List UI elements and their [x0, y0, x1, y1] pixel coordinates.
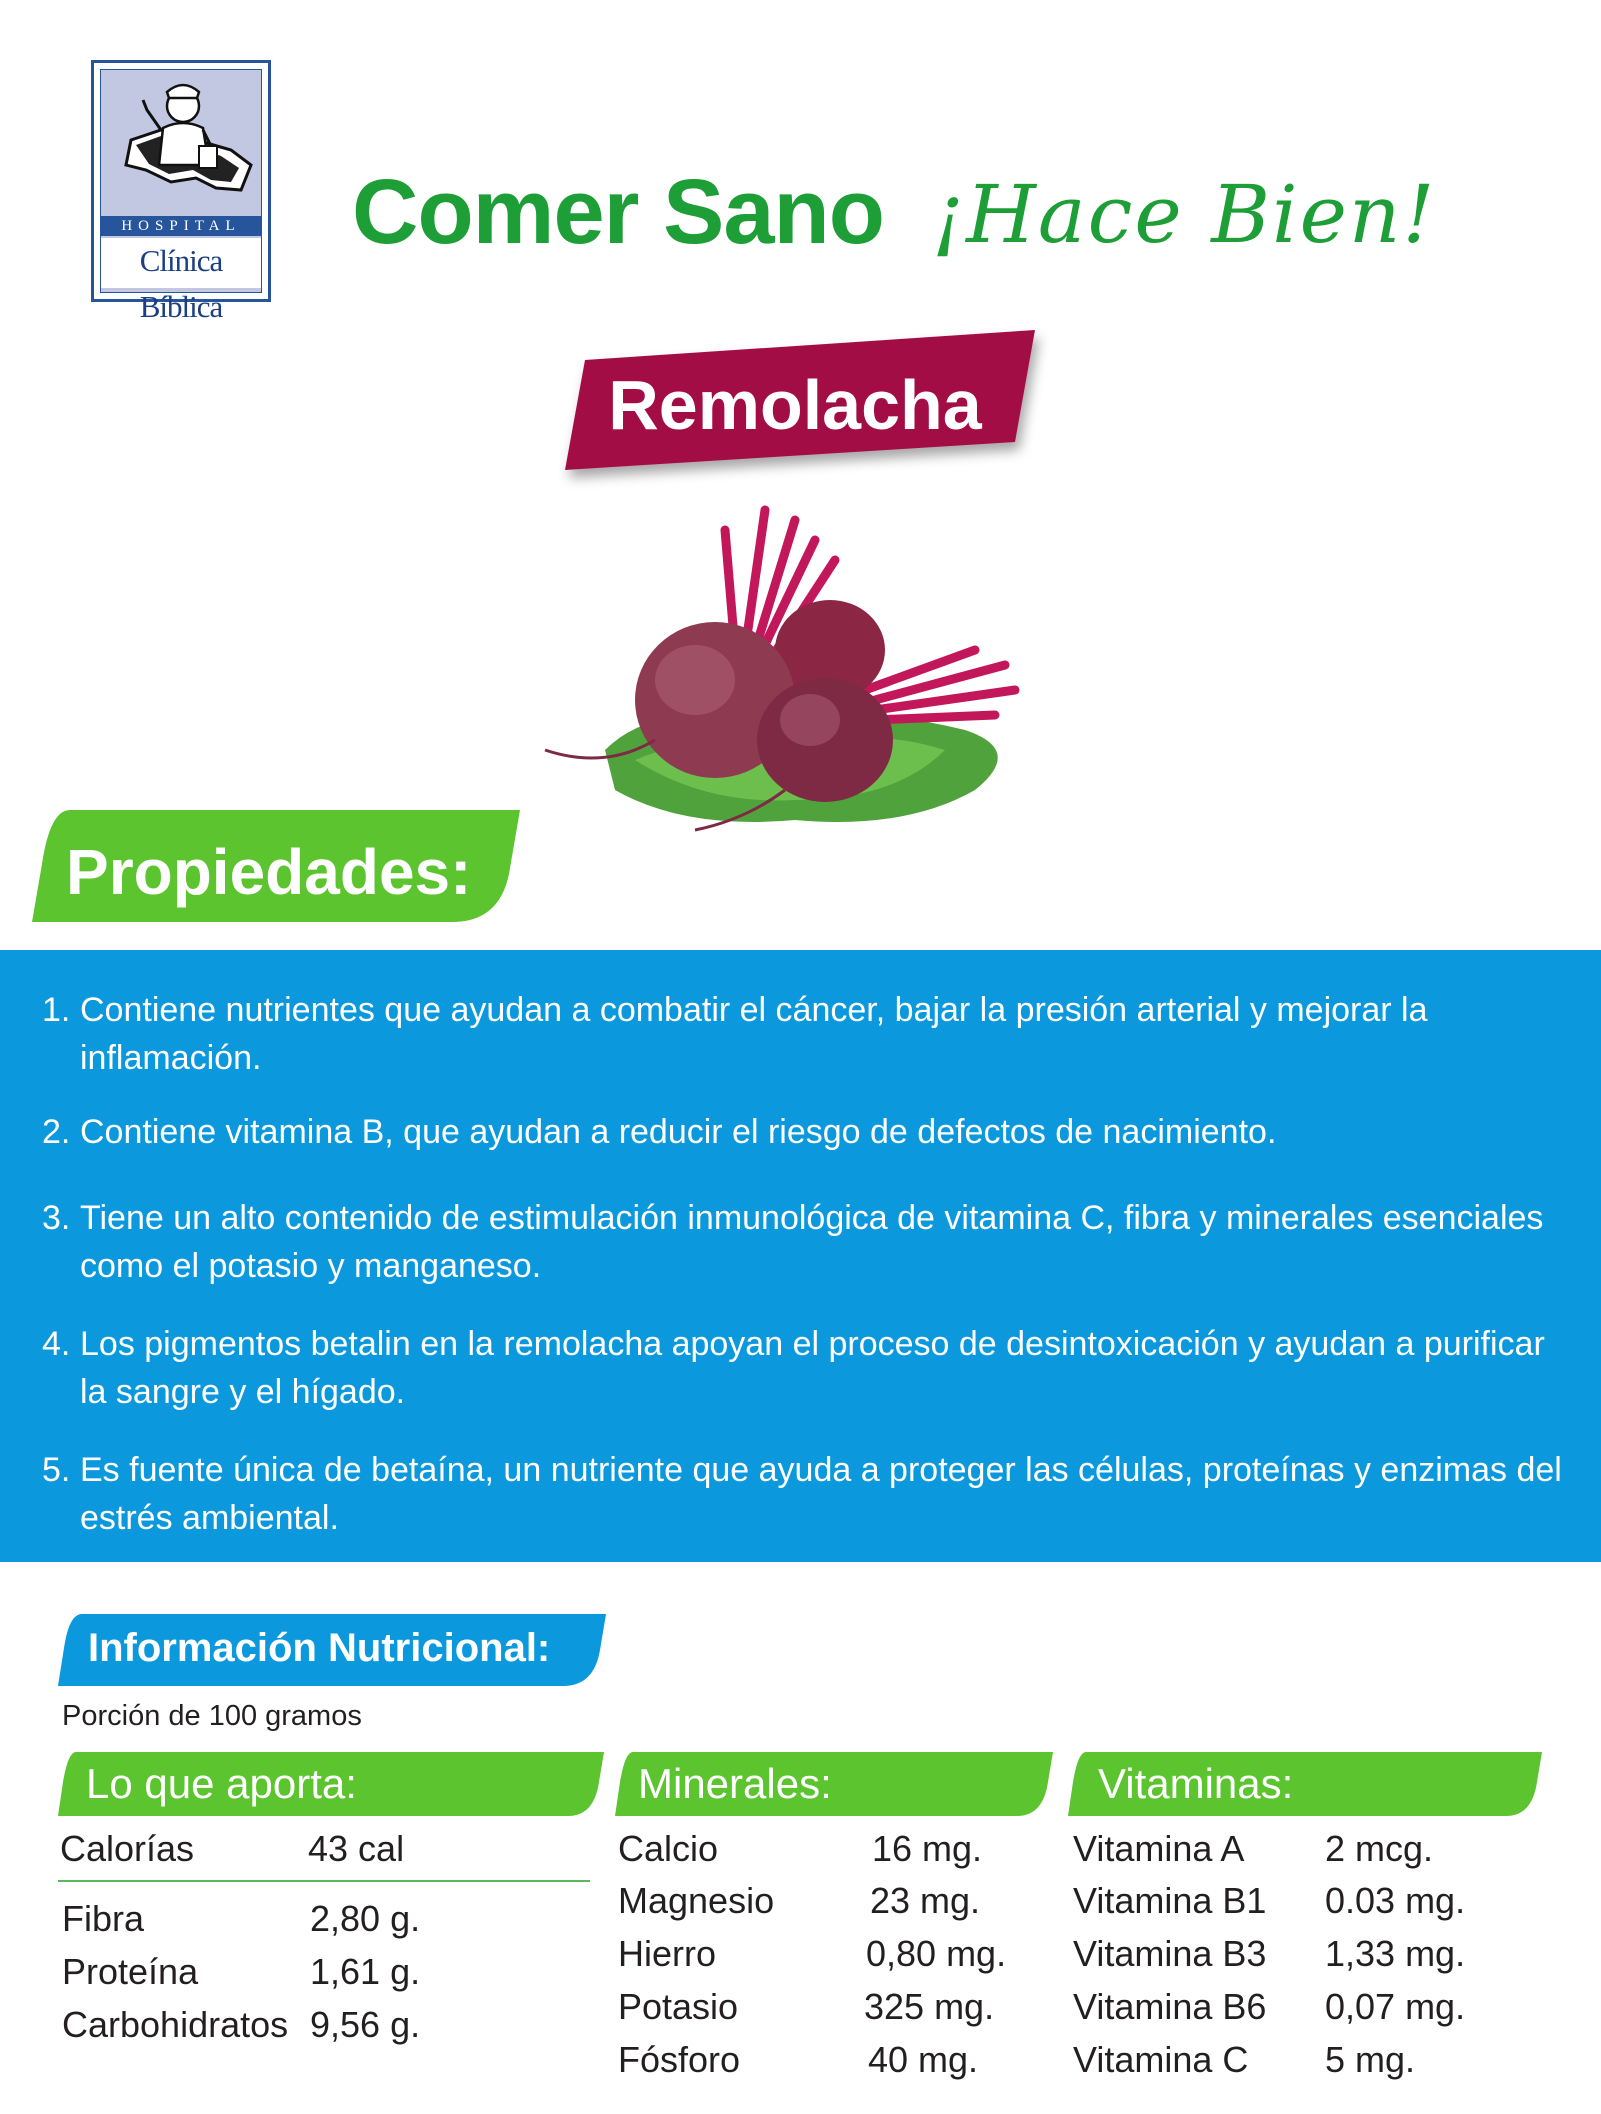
property-number: 4. — [42, 1325, 71, 1363]
property-text: Contiene vitamina B, que ayudan a reducir el riesgo de defectos de nacimiento. — [80, 1113, 1277, 1151]
properties-panel — [0, 950, 1601, 1562]
nutrient-name: Fósforo — [618, 2039, 741, 2080]
nutrient-value: 5 mg. — [1325, 2039, 1416, 2080]
nurse-illustration — [101, 70, 266, 216]
property-number: 3. — [42, 1199, 71, 1237]
property-item — [42, 986, 1562, 1082]
nutrient-name: Vitamina B3 — [1073, 1933, 1267, 1974]
property-number: 2. — [42, 1113, 71, 1151]
nutrient-name: Hierro — [618, 1933, 717, 1974]
nutrient-name: Calorías — [60, 1828, 195, 1869]
nutrient-name: Potasio — [618, 1986, 739, 2027]
property-item — [42, 1108, 1562, 1156]
title-script: ¡Hace Bien! — [932, 168, 1437, 261]
aporta-label: Lo que aporta: — [86, 1760, 357, 1807]
nutrient-value: 43 cal — [308, 1828, 405, 1869]
portion-size: Porción de 100 gramos — [62, 1700, 362, 1732]
nutrient-value: 0,07 mg. — [1325, 1986, 1466, 2027]
nutrient-value: 325 mg. — [864, 1986, 995, 2027]
nutrient-name: Vitamina C — [1073, 2039, 1249, 2080]
nutrient-value: 0.03 mg. — [1325, 1880, 1466, 1921]
logo-clinica-text: Clínica Bíblica — [101, 238, 261, 288]
nutrient-value: 1,33 mg. — [1325, 1933, 1466, 1974]
property-text: Contiene nutrientes que ayudan a combatir el cáncer, bajar la presión arterial y mejorar la inflamación. — [80, 991, 1428, 1077]
minerales-label: Minerales: — [638, 1760, 832, 1807]
property-number: 1. — [42, 991, 71, 1029]
nutrition-heading: Información Nutricional: — [88, 1626, 551, 1670]
calories-divider — [58, 1880, 590, 1882]
vitaminas-label: Vitaminas: — [1098, 1760, 1294, 1807]
nutrient-name: Magnesio — [618, 1880, 775, 1921]
nutrient-name: Vitamina A — [1073, 1828, 1245, 1869]
beet-illustration — [545, 500, 1045, 840]
properties-heading: Propiedades: — [66, 836, 472, 908]
property-text: Es fuente única de betaína, un nutriente que ayuda a proteger las células, proteínas y enzimas del estrés ambiental. — [80, 1451, 1562, 1537]
nutrient-value: 16 mg. — [872, 1828, 983, 1869]
nutrient-value: 1,61 g. — [310, 1951, 421, 1992]
nutrient-name: Carbohidratos — [62, 2004, 289, 2045]
hospital-logo — [91, 60, 271, 324]
property-item — [42, 1194, 1562, 1290]
nutrient-value: 40 mg. — [868, 2039, 979, 2080]
property-number: 5. — [42, 1451, 71, 1489]
nutrient-name: Vitamina B6 — [1073, 1986, 1267, 2027]
nutrient-name: Fibra — [62, 1898, 145, 1939]
nutrient-name: Calcio — [618, 1828, 719, 1869]
title-main: Comer Sano — [352, 161, 884, 263]
logo-hospital-text: HOSPITAL — [101, 216, 261, 236]
nutrient-value: 9,56 g. — [310, 2004, 421, 2045]
property-text: Tiene un alto contenido de estimulación inmunológica de vitamina C, fibra y minerales esenciales como el potasio y manganeso. — [80, 1199, 1544, 1285]
nutrient-name: Vitamina B1 — [1073, 1880, 1267, 1921]
product-name: Remolacha — [608, 366, 982, 444]
property-item — [42, 1446, 1562, 1542]
property-item — [42, 1320, 1562, 1416]
nutrient-value: 0,80 mg. — [866, 1933, 1007, 1974]
property-text: Los pigmentos betalin en la remolacha apoyan el proceso de desintoxicación y ayudan a purificar la sangre y el hígado. — [80, 1325, 1545, 1411]
nutrient-value: 2 mcg. — [1325, 1828, 1434, 1869]
nutrient-value: 2,80 g. — [310, 1898, 421, 1939]
nutrient-name: Proteína — [62, 1951, 199, 1992]
nutrient-value: 23 mg. — [870, 1880, 981, 1921]
